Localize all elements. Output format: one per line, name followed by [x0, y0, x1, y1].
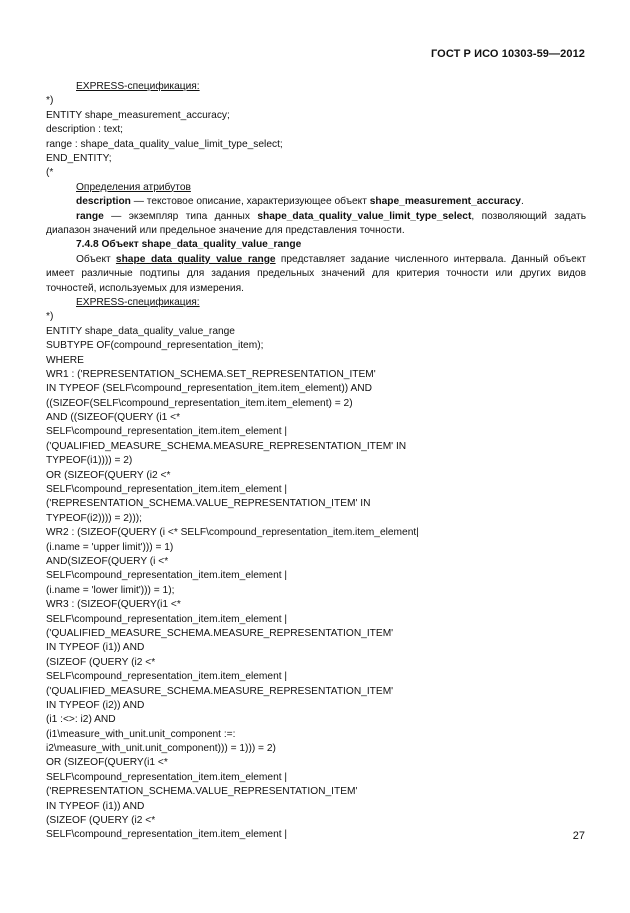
code-line: AND ((SIZEOF(QUERY (i1 <* [46, 412, 181, 424]
code-line: OR (SIZEOF(QUERY(i1 <* [46, 757, 168, 769]
code-line: ('QUALIFIED_MEASURE_SCHEMA.MEASURE_REPRESENTATION_ITEM' [46, 685, 394, 697]
code-line: (i1\measure_with_unit.unit_component :=: [46, 728, 236, 740]
code-line: IN TYPEOF (i1)) AND [46, 642, 145, 654]
code-line: (SIZEOF (QUERY (i2 <* [46, 815, 156, 827]
document-header: ГОСТ Р ИСО 10303-59—2012 [430, 48, 585, 60]
code-line: description : text; [46, 124, 124, 136]
code-line: ('QUALIFIED_MEASURE_SCHEMA.MEASURE_REPRESENTATION_ITEM' [46, 627, 394, 639]
code-line: TYPEOF(i1)))) = 2) [46, 455, 133, 467]
code-line: SELF\compound_representation_item.item_element | [46, 613, 288, 625]
code-line: ((SIZEOF(SELF\compound_representation_item.item_element) = 2) [46, 397, 353, 409]
code-line: SELF\compound_representation_item.item_element | [46, 484, 288, 496]
code-line: WR3 : (SIZEOF(QUERY(i1 <* [46, 599, 181, 611]
code-line: WR1 : ('REPRESENTATION_SCHEMA.SET_REPRESENTATION_ITEM' [46, 368, 376, 380]
express-code-block-1 [46, 94, 586, 180]
attr-description-ref: shape_measurement_accuracy [369, 196, 521, 208]
code-line: ('REPRESENTATION_SCHEMA.VALUE_REPRESENTATION_ITEM' [46, 786, 358, 798]
section-heading: 7.4.8 Объект shape_data_quality_value_range [76, 239, 302, 251]
section-text-a: Объект [76, 253, 116, 265]
code-line: WR2 : (SIZEOF(QUERY (i <* SELF\compound_representation_item.item_element| [46, 527, 419, 539]
code-line: SUBTYPE OF(compound_representation_item); [46, 340, 264, 352]
code-line: SELF\compound_representation_item.item_element | [46, 426, 288, 438]
code-line: i2\measure_with_unit.unit_component))) = 1))) = 2) [46, 743, 276, 755]
code-line: IN TYPEOF (i2)) AND [46, 699, 145, 711]
attr-description-term: description [76, 196, 131, 208]
code-line: (i1 :<>: i2) AND [46, 714, 116, 726]
code-line: SELF\compound_representation_item.item_element | [46, 671, 288, 683]
attr-range-term: range [76, 210, 104, 222]
attributes-heading: Определения атрибутов [76, 181, 191, 193]
code-line: ('QUALIFIED_MEASURE_SCHEMA.MEASURE_REPRESENTATION_ITEM' IN [46, 440, 407, 452]
express-spec-label-2: EXPRESS-спецификация: [76, 296, 200, 308]
page-content [46, 80, 586, 843]
code-line: AND(SIZEOF(QUERY (i <* [46, 555, 169, 567]
attr-description-text: — текстовое описание, характеризующее объект [130, 196, 370, 208]
attr-description-end: . [520, 196, 524, 208]
code-line: (i.name = 'upper limit'))) = 1) [46, 541, 174, 553]
attr-range-ref: shape_data_quality_value_limit_type_select [257, 210, 472, 222]
code-line: OR (SIZEOF(QUERY (i2 <* [46, 469, 171, 481]
code-line: (SIZEOF (QUERY (i2 <* [46, 656, 156, 668]
attr-range-paragraph [46, 210, 586, 239]
code-line: SELF\compound_representation_item.item_element | [46, 771, 288, 783]
code-line: (i.name = 'lower limit'))) = 1); [46, 584, 175, 596]
code-line: SELF\compound_representation_item.item_element | [46, 829, 288, 841]
code-line: range : shape_data_quality_value_limit_type_select; [46, 138, 283, 150]
section-entity-ref: shape_data_quality_value_range [115, 253, 276, 265]
section-paragraph [46, 253, 586, 296]
code-line: ENTITY shape_measurement_accuracy; [46, 109, 230, 121]
code-line: END_ENTITY; [46, 152, 112, 164]
code-line: *) [46, 311, 54, 323]
section-text-b: представляет задание численного интервала. Данный объект имеет различные подтипы для задания предельных значений для критерия точности или других видов точностей, используемых для измерения. [46, 253, 586, 294]
page-number: 27 [572, 830, 585, 842]
code-line: IN TYPEOF (SELF\compound_representation_item.item_element)) AND [46, 383, 372, 395]
code-line: ENTITY shape_data_quality_value_range [46, 325, 235, 337]
attr-range-text: — экземпляр типа данных [103, 210, 258, 222]
code-line: IN TYPEOF (i1)) AND [46, 800, 145, 812]
express-spec-label: EXPRESS-спецификация: [76, 81, 200, 92]
code-line: SELF\compound_representation_item.item_element | [46, 570, 288, 582]
code-line: ('REPRESENTATION_SCHEMA.VALUE_REPRESENTATION_ITEM' IN [46, 498, 371, 510]
express-code-block-2 [46, 310, 586, 842]
attr-range-end: , позволяющий задать диапазон значений или предельное значение для представления точности. [46, 210, 587, 236]
code-line: TYPEOF(i2)))) = 2))); [46, 512, 142, 524]
code-line: (* [46, 167, 54, 179]
attr-description-paragraph [46, 195, 586, 209]
code-line: *) [46, 95, 54, 107]
code-line: WHERE [46, 354, 84, 366]
